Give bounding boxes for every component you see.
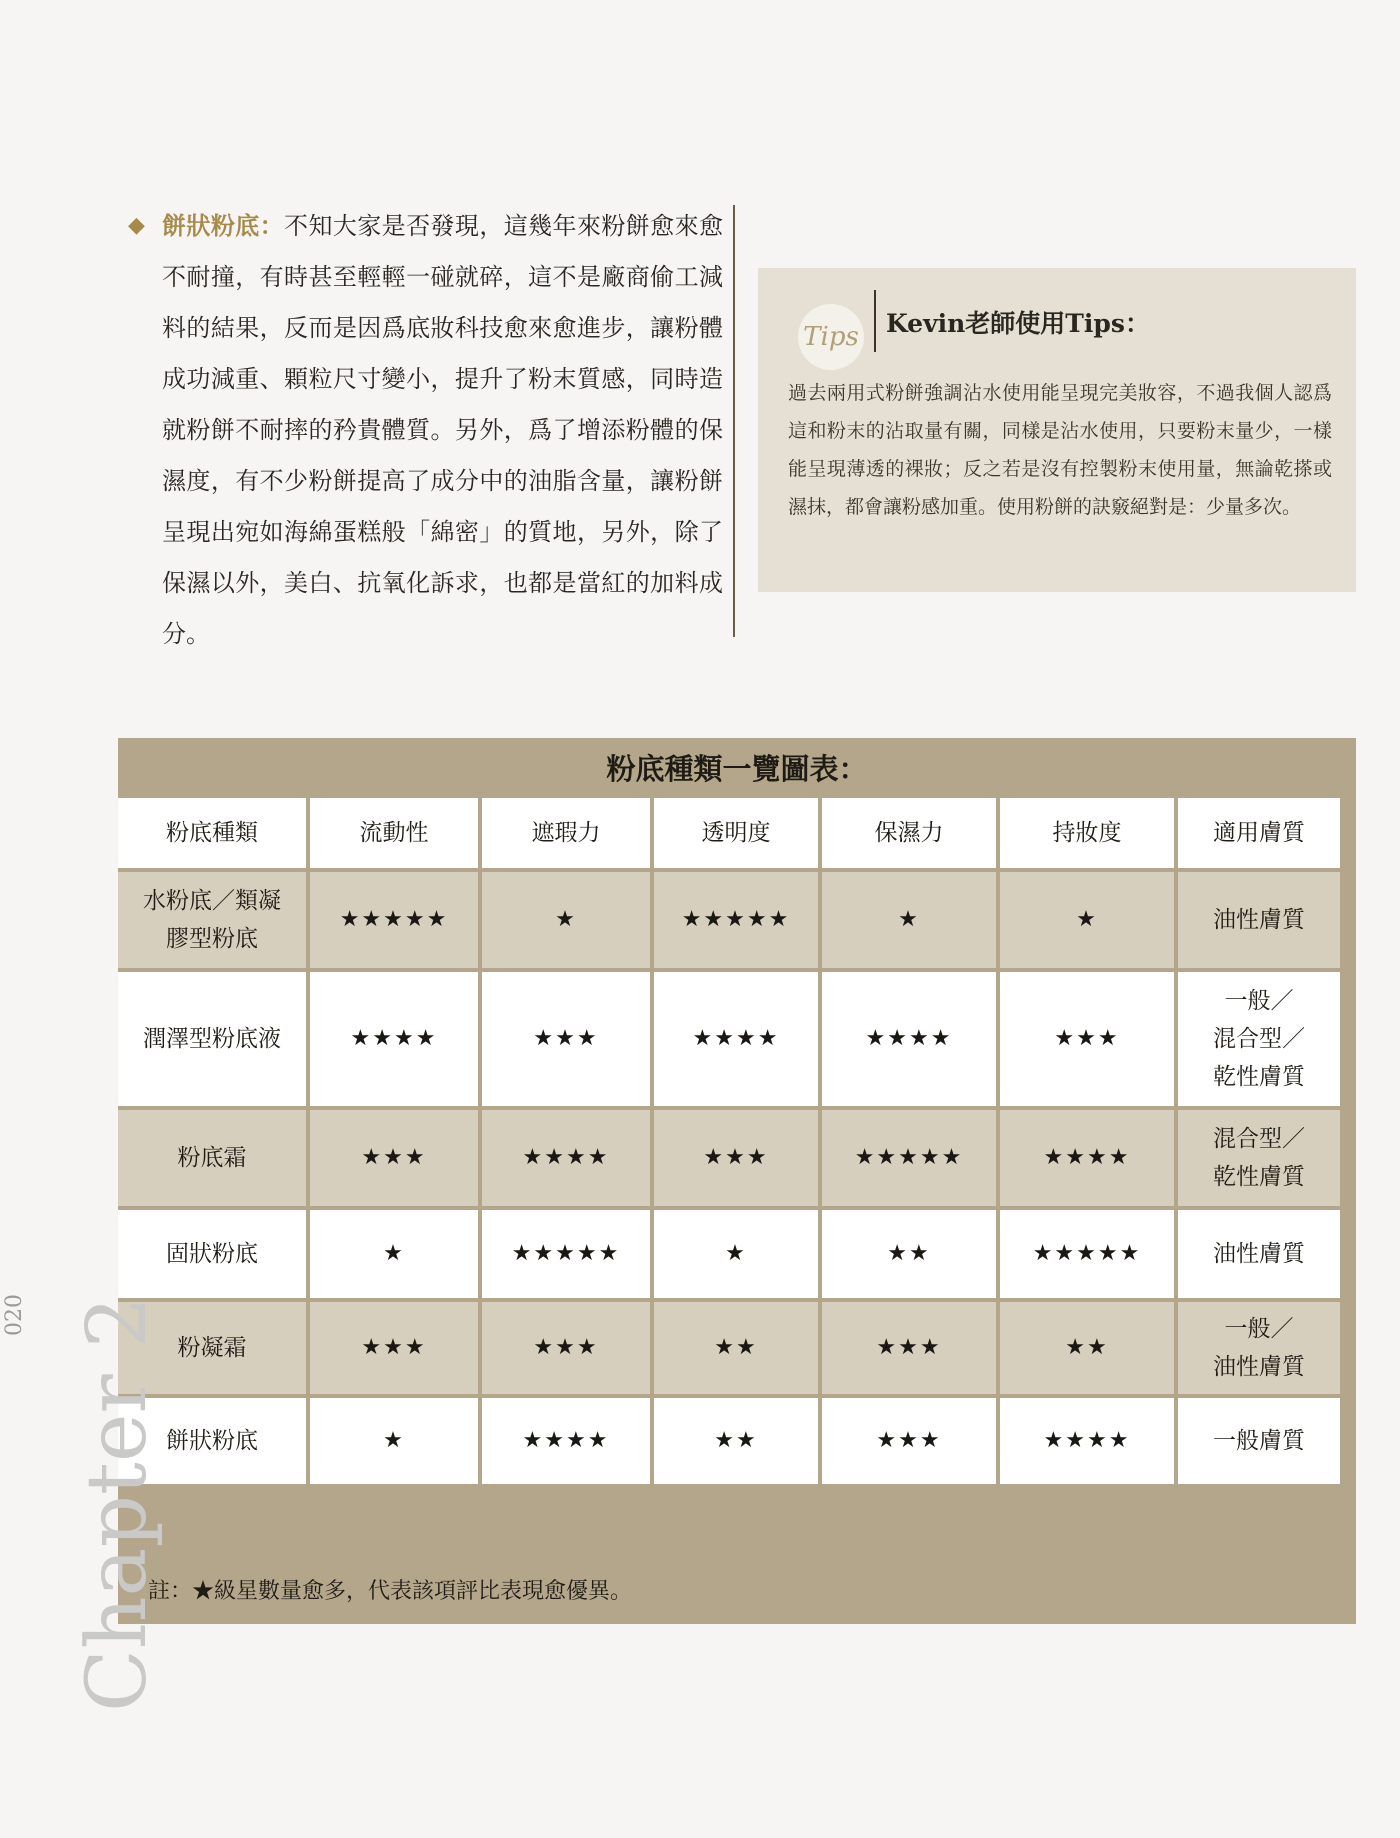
star-rating-cover: ★★★ xyxy=(482,1302,650,1394)
star-rating-clear: ★★★★★ xyxy=(654,872,818,968)
row-name-line: 水粉底／類凝 xyxy=(143,888,281,914)
row-name-line: 膠型粉底 xyxy=(166,926,258,952)
star-rating-moist: ★★★ xyxy=(822,1302,996,1394)
row-name-line: 餅狀粉底 xyxy=(166,1428,258,1454)
page-number: 020 xyxy=(2,1294,27,1336)
star-rating-clear: ★ xyxy=(654,1210,818,1298)
skin-type-line: 一般／ xyxy=(1224,1316,1294,1342)
star-rating-cover: ★★★★ xyxy=(482,1110,650,1206)
star-rating-clear: ★★ xyxy=(654,1302,818,1394)
table-header-cell: 保濕力 xyxy=(822,798,996,868)
article-text: 不知大家是否發現，這幾年來粉餅愈來愈不耐撞，有時甚至輕輕一碰就碎，這不是廠商偷工減料的結果，反而是因爲底妝科技愈來愈進步，讓粉體成功減重、顆粒尺寸變小，提升了粉末質感，同時造就粉餅不耐摔的矜貴體質。另外，爲了增添粉體的保濕度，有不少粉餅提高了成分中的油脂含量，讓粉餅呈現出宛如海綿蛋糕般「綿密」的質地，另外，除了保濕以外，美白、抗氧化訴求，也都是當紅的加料成分。 xyxy=(162,212,724,648)
skin-type-line: 油性膚質 xyxy=(1213,1354,1305,1380)
star-rating-wear: ★ xyxy=(1000,872,1174,968)
table-header-cell: 適用膚質 xyxy=(1178,798,1340,868)
table-row-skin-type xyxy=(1178,1398,1340,1484)
star-rating-moist: ★★ xyxy=(822,1210,996,1298)
chapter-label: Chapter 2 xyxy=(70,1296,165,1712)
tips-box xyxy=(758,268,1356,592)
tips-logo: Tips xyxy=(798,304,864,370)
table-header-cell: 粉底種類 xyxy=(118,798,306,868)
table-row-skin-type xyxy=(1178,872,1340,968)
star-rating-wear: ★★★★ xyxy=(1000,1110,1174,1206)
article-heading: 餅狀粉底： xyxy=(162,211,285,240)
star-rating-cover: ★★★★ xyxy=(482,1398,650,1484)
skin-type-line: 乾性膚質 xyxy=(1213,1164,1305,1190)
table-grid xyxy=(118,798,1356,1488)
column-divider xyxy=(733,205,735,637)
tips-body: 過去兩用式粉餅強調沾水使用能呈現完美妝容，不過我個人認爲這和粉末的沾取量有關，同樣是沾水使用，只要粉末量少，一樣能呈現薄透的裸妝；反之若是沒有控製粉末使用量，無論乾搽或濕抹，都會讓粉感加重。使用粉餅的訣竅絕對是：少量多次。 xyxy=(788,382,1332,518)
star-rating-wear: ★★ xyxy=(1000,1302,1174,1394)
table-row-name xyxy=(118,872,306,968)
table-header-cell: 持妝度 xyxy=(1000,798,1174,868)
star-rating-moist: ★★★★ xyxy=(822,972,996,1106)
table-row-name xyxy=(118,972,306,1106)
star-rating-moist: ★★★ xyxy=(822,1398,996,1484)
star-rating-clear: ★★ xyxy=(654,1398,818,1484)
star-rating-flow: ★★★ xyxy=(310,1110,478,1206)
star-rating-moist: ★★★★★ xyxy=(822,1110,996,1206)
row-name-line: 固狀粉底 xyxy=(166,1241,258,1267)
table-header-cell: 透明度 xyxy=(654,798,818,868)
row-name-line: 粉底霜 xyxy=(177,1145,247,1171)
diamond-bullet-icon: ◆ xyxy=(128,213,145,238)
star-rating-flow: ★ xyxy=(310,1398,478,1484)
star-rating-flow: ★ xyxy=(310,1210,478,1298)
star-rating-wear: ★★★★ xyxy=(1000,1398,1174,1484)
star-rating-moist: ★ xyxy=(822,872,996,968)
star-rating-clear: ★★★ xyxy=(654,1110,818,1206)
table-header-cell: 流動性 xyxy=(310,798,478,868)
table-header-cell: 遮瑕力 xyxy=(482,798,650,868)
star-rating-wear: ★★★ xyxy=(1000,972,1174,1106)
skin-type-line: 混合型／ xyxy=(1213,1026,1305,1052)
skin-type-line: 乾性膚質 xyxy=(1213,1064,1305,1090)
table-row-name xyxy=(118,1210,306,1298)
star-rating-flow: ★★★★★ xyxy=(310,872,478,968)
table-row-skin-type xyxy=(1178,1110,1340,1206)
skin-type-line: 一般／ xyxy=(1224,988,1294,1014)
star-rating-wear: ★★★★★ xyxy=(1000,1210,1174,1298)
row-name-line: 粉凝霜 xyxy=(177,1335,247,1361)
star-rating-clear: ★★★★ xyxy=(654,972,818,1106)
skin-type-line: 油性膚質 xyxy=(1213,907,1305,933)
star-rating-cover: ★★★★★ xyxy=(482,1210,650,1298)
star-rating-flow: ★★★ xyxy=(310,1302,478,1394)
table-row-skin-type xyxy=(1178,1210,1340,1298)
star-rating-flow: ★★★★ xyxy=(310,972,478,1106)
table-row-skin-type xyxy=(1178,972,1340,1106)
table-note: 註：★級星數量愈多，代表該項評比表現愈優異。 xyxy=(148,1579,633,1604)
article-body xyxy=(162,200,723,660)
skin-type-line: 混合型／ xyxy=(1213,1126,1305,1152)
foundation-table xyxy=(118,738,1356,1624)
row-name-line: 潤澤型粉底液 xyxy=(143,1026,281,1052)
skin-type-line: 油性膚質 xyxy=(1213,1241,1305,1267)
tips-title: Kevin老師使用Tips： xyxy=(886,309,1150,338)
tips-separator xyxy=(874,290,876,352)
star-rating-cover: ★★★ xyxy=(482,972,650,1106)
table-row-skin-type xyxy=(1178,1302,1340,1394)
skin-type-line: 一般膚質 xyxy=(1213,1428,1305,1454)
table-row-name xyxy=(118,1110,306,1206)
article-section xyxy=(128,200,723,660)
star-rating-cover: ★ xyxy=(482,872,650,968)
table-title: 粉底種類一覽圖表： xyxy=(606,752,868,786)
